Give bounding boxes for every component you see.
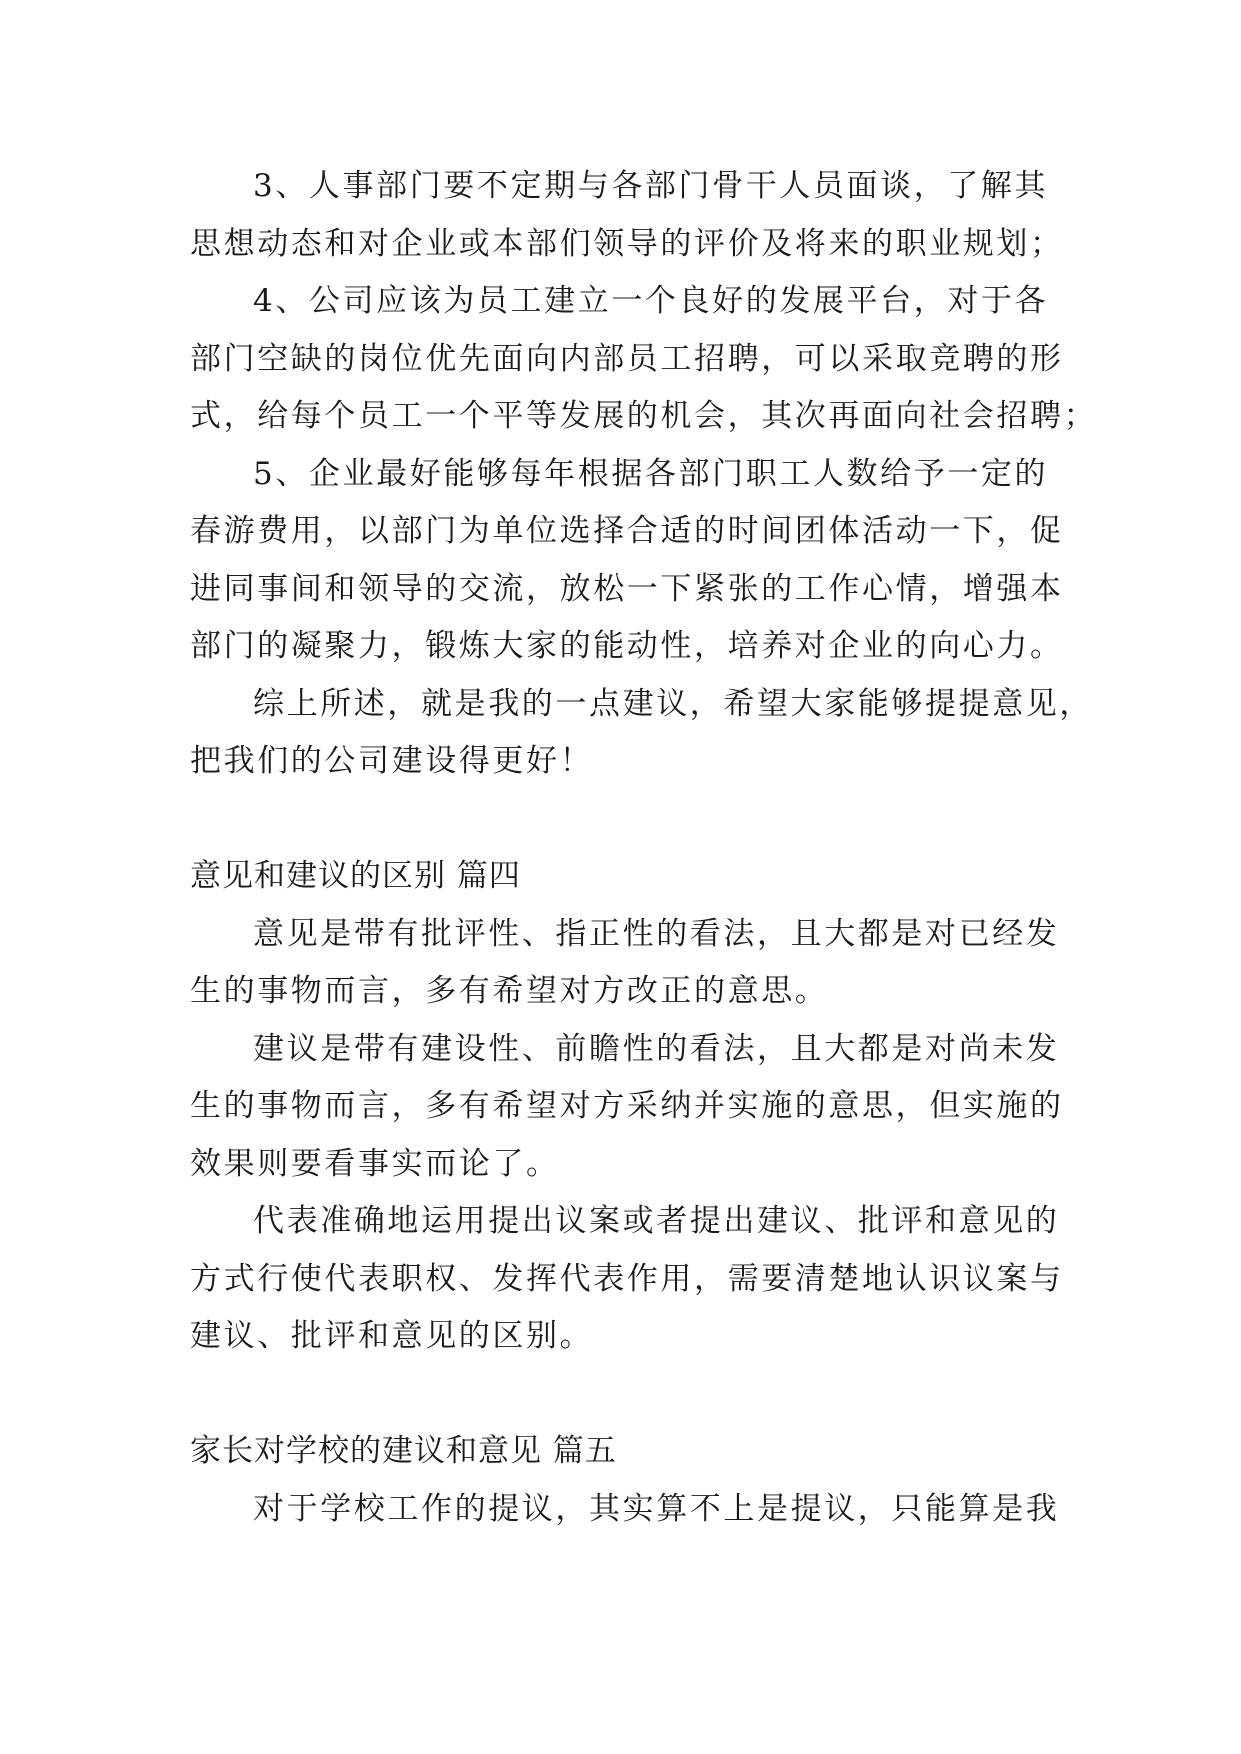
paragraph-line: 意见是带有批评性、指正性的看法，且大都是对已经发 — [253, 915, 1060, 952]
paragraph-line: 3、人事部门要不定期与各部门骨干人员面谈，了解其 — [253, 168, 1049, 204]
paragraph-line: 4、公司应该为员工建立一个良好的发展平台，对于各 — [253, 283, 1049, 319]
paragraph-line: 思想动态和对企业或本部们领导的评价及将来的职业规划； — [190, 225, 1064, 262]
paragraph-line: 建议是带有建设性、前瞻性的看法，且大都是对尚未发 — [253, 1030, 1060, 1067]
paragraph-line: 效果则要看事实而论了。 — [190, 1145, 560, 1182]
paragraph-line: 生的事物而言，多有希望对方采纳并实施的意思，但实施的 — [190, 1088, 1064, 1124]
paragraph-line: 式，给每个员工一个平等发展的机会，其次再面向社会招聘； — [190, 398, 1098, 434]
paragraph-line: 建议、批评和意见的区别。 — [190, 1318, 594, 1354]
paragraph-line: 春游费用，以部门为单位选择合适的时间团体活动一下，促 — [190, 513, 1064, 549]
paragraph-line: 部门的凝聚力，锻炼大家的能动性，培养对企业的向心力。 — [190, 628, 1064, 664]
document-body — [190, 158, 1098, 1538]
paragraph-line: 代表准确地运用提出议案或者提出建议、批评和意见的 — [253, 1203, 1060, 1239]
section-heading: 意见和建议的区别 篇四 — [190, 858, 521, 894]
section-gap — [190, 791, 1050, 849]
section-gap — [190, 1366, 1050, 1424]
paragraph-line: 生的事物而言，多有希望对方改正的意思。 — [190, 973, 829, 1009]
paragraph-line: 部门空缺的岗位优先面向内部员工招聘，可以采取竞聘的形 — [190, 340, 1064, 377]
paragraph-line: 对于学校工作的提议，其实算不上是提议，只能算是我 — [253, 1490, 1060, 1527]
paragraph-line: 5、企业最好能够每年根据各部门职工人数给予一定的 — [253, 455, 1049, 492]
section-heading: 家长对学校的建议和意见 篇五 — [190, 1433, 617, 1469]
paragraph-line: 方式行使代表职权、发挥代表作用，需要清楚地认识议案与 — [190, 1260, 1064, 1297]
paragraph-line: 把我们的公司建设得更好！ — [190, 743, 594, 779]
paragraph-line: 综上所述，就是我的一点建议，希望大家能够提提意见， — [253, 685, 1093, 722]
paragraph-line: 进同事间和领导的交流，放松一下紧张的工作心情，增强本 — [190, 570, 1064, 607]
